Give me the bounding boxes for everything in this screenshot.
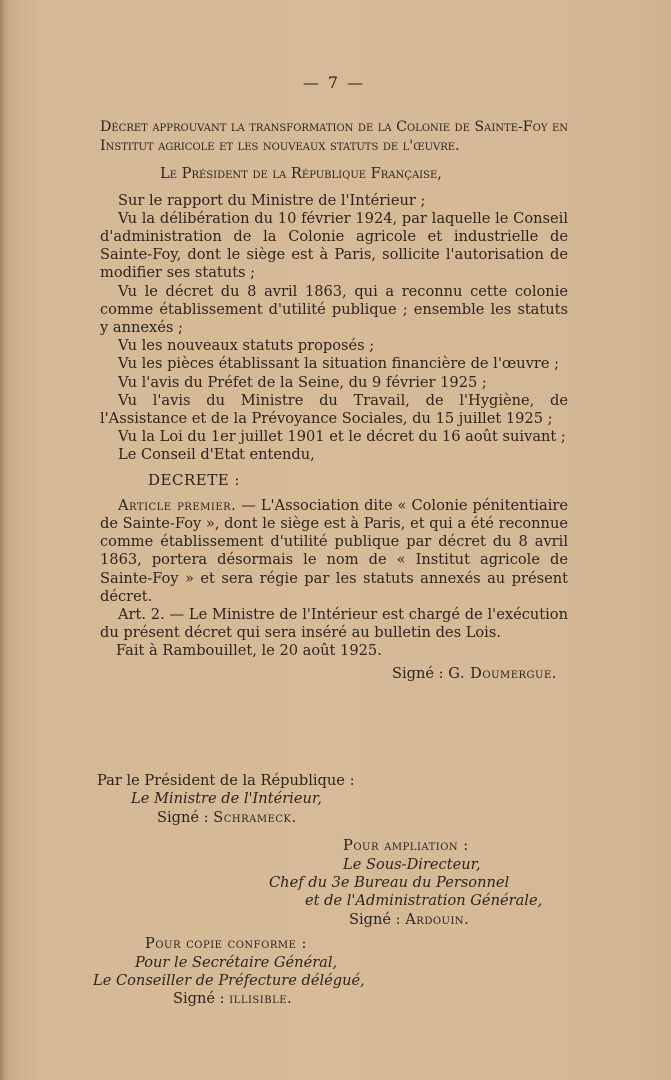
article-1-text: — L'Association dite « Colonie pénitentiaire de Sainte-Foy », dont le siège est à Paris, et qui a été reconnue comme établissement d'utilité publique par décret du 8 avril 1863, portera désormais le nom de « Institut agricole de Sainte-Foy » et sera régie par les statuts annexés au présent décret. [100, 496, 568, 605]
ampliation-line: et de l'Administration Générale, [305, 892, 543, 910]
copie-heading: Pour copie conforme : [145, 935, 307, 953]
signature-prefix: Signé : [349, 910, 406, 928]
decree-title: Décret approuvant la transformation de la Colonie de Sainte-Foy en Institut agricole et les nouveaux statuts de l'œuvre. [100, 119, 568, 154]
article-2 [100, 606, 568, 642]
article-1 [100, 497, 568, 606]
considerant: Le Conseil d'Etat entendu, [118, 446, 315, 464]
binding-edge [0, 0, 6, 1080]
article-2-text: — Le Ministre de l'Intérieur est chargé de l'exécution du présent décret qui sera inséré au bulletin des Lois. [100, 606, 568, 642]
article-2-label: Art. 2. [118, 606, 165, 624]
ampliation-line: Chef du 3e Bureau du Personnel [269, 874, 510, 892]
signature-name: Schrameck. [213, 808, 297, 826]
signature-prefix: Signé : [157, 808, 214, 826]
considerants [100, 192, 568, 465]
copie-signature [173, 990, 577, 1008]
ampliation-block [97, 837, 577, 929]
signature-name: Ardouin. [405, 910, 470, 928]
considerant: Vu le décret du 8 avril 1863, qui a reconnu cette colonie comme établissement d'utilité publique ; ensemble les statuts y annexés ; [100, 282, 568, 337]
ministre-line: Le Ministre de l'Intérieur, [131, 790, 322, 808]
copie-block [93, 935, 577, 1009]
president-signature [392, 665, 568, 683]
page-content [100, 68, 568, 691]
ampliation-signature [349, 911, 577, 929]
ampliation-heading: Pour ampliation : [343, 837, 469, 855]
ministre-signature [157, 809, 577, 827]
signature-prefix: Signé : [392, 664, 449, 682]
president-heading: Le Président de la République Française, [160, 165, 442, 183]
considerant: Vu les pièces établissant la situation financière de l'œuvre ; [118, 355, 560, 373]
considerant: Sur le rapport du Ministre de l'Intérieur ; [118, 191, 426, 209]
countersignatures [93, 772, 577, 1009]
considerant: Vu la délibération du 10 février 1924, par laquelle le Conseil d'administration de la Colonie agricole et industrielle de Sainte-Foy, dont le siège est à Paris, sollicite l'autorisation de modifier ses statuts ; [100, 209, 568, 282]
considerant: Vu l'avis du Ministre du Travail, de l'Hygiène, de l'Assistance et de la Prévoyance Sociales, du 15 juillet 1925 ; [100, 391, 568, 428]
signature-name: G. Doumergue. [448, 664, 557, 682]
signature-prefix: Signé : [173, 990, 230, 1008]
article-1-label: Article premier. [118, 496, 237, 514]
considerant: Vu la Loi du 1er juillet 1901 et le décret du 16 août suivant ; [118, 428, 566, 446]
fait-line: Fait à Rambouillet, le 20 août 1925. [116, 642, 382, 660]
copie-line: Le Conseiller de Préfecture délégué, [93, 972, 365, 990]
copie-line: Pour le Secrétaire Général, [135, 953, 338, 971]
ampliation-line: Le Sous-Directeur, [343, 855, 481, 873]
signature-name: illisible. [229, 990, 293, 1008]
par-le-president: Par le Président de la République : [97, 772, 355, 789]
considerant: Vu l'avis du Préfet de la Seine, du 9 février 1925 ; [118, 373, 487, 391]
page-number: — 7 — [302, 73, 366, 92]
decrete-heading: DECRETE : [148, 470, 240, 489]
considerant: Vu les nouveaux statuts proposés ; [118, 337, 375, 355]
